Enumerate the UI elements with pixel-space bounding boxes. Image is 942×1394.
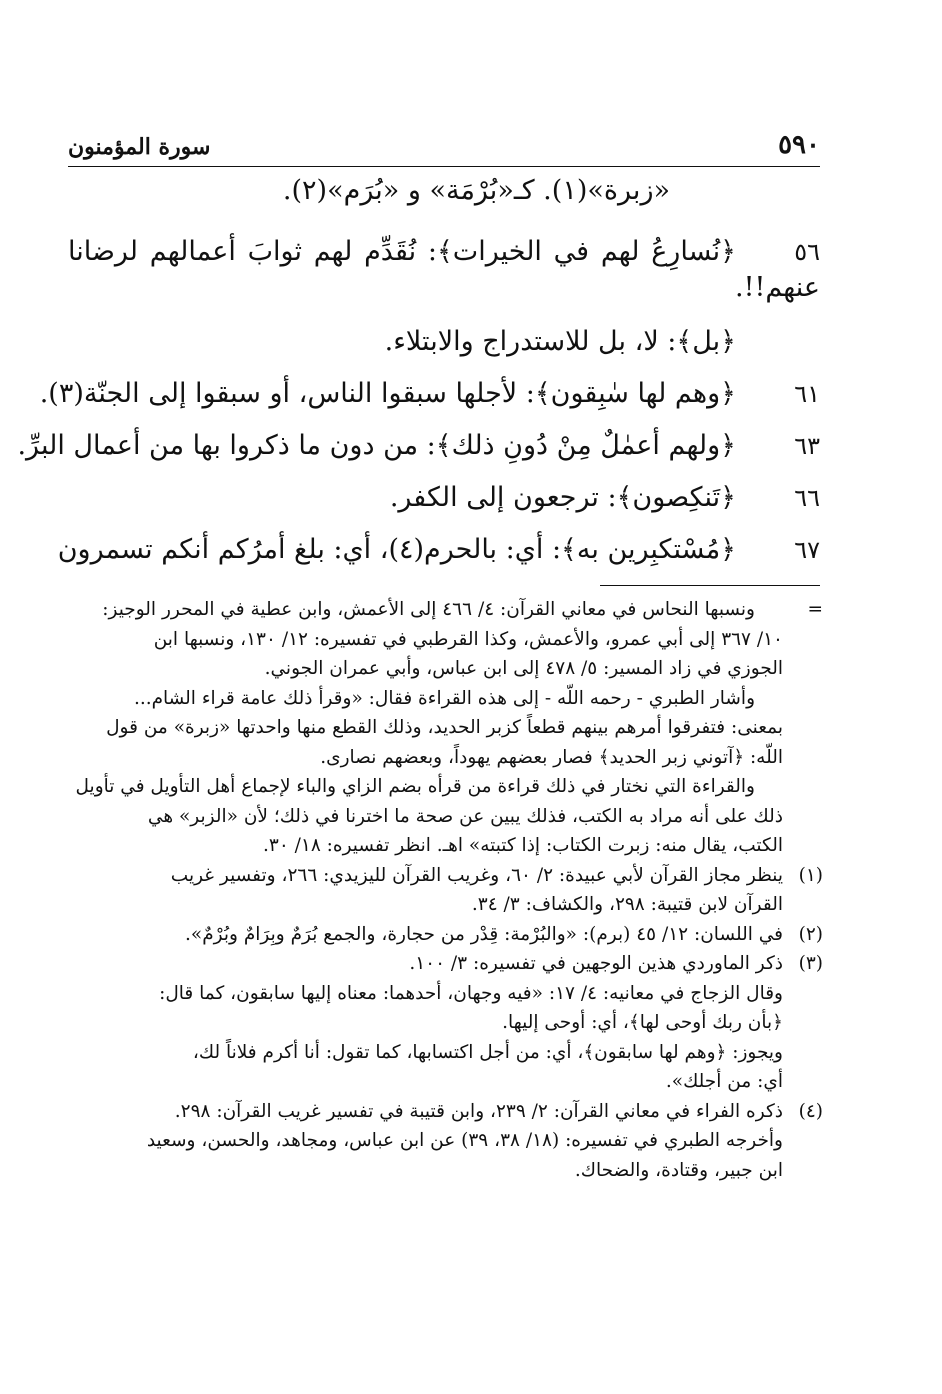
footnote-line: وأشار الطبري - رحمه اللّه - إلى هذه القراءة فقال: «وقرأ ذلك عامة قراء الشام... [133,687,755,709]
footnote-line: ذكره الفراء في معاني القرآن: ٢/ ٢٣٩، وابن قتيبة في تفسير غريب القرآن: ٢٩٨. [174,1100,783,1122]
entry-61 [39,376,820,412]
entry-67 [57,532,820,568]
footnote-line: ابن جبير، وقتادة، والضحاك. [574,1159,783,1181]
footnote-line: وقال الزجاج في معانيه: ٤/ ١٧: «فيه وجهان، أحدهما: معناه إليها سابقون، كما قال: [159,982,783,1004]
footnote-number: (٣) [798,953,823,974]
footnote-line: ذلك على أنه مراد به الكتب، فذلك يبين عن صحة ما اخترنا في ذلك؛ لأن «الزبر» هي [147,805,783,827]
footnote-line: في اللسان: ١٢/ ٤٥ (برم): «والبُرْمة: قِدْر من حجارة، والجمع بُرَمٌ وبِرَامٌ وبُرْمٌ». [185,923,783,945]
footnote-line: ١٠/ ٣٦٧ إلى أبي عمرو، والأعمش، وكذا القرطبي في تفسيره: ١٢/ ١٣٠، ونسبها ابن [153,628,783,650]
footnote-line: ويجوز: ﴿وهم لها سابقون﴾، أي: من أجل اكتسابها، كما تقول: أنا أكرم فلاناً لك، [192,1041,783,1063]
footnote-separator [600,585,820,586]
entry-number: ٦٣ [794,432,820,460]
footnote-continuation [68,595,823,861]
footnote-line: بمعنى: فتفرقوا أمرهم بينهم قطعاً كزبر الحديد، وذلك القطع منها واحدتها «زبرة» من قول [106,717,783,738]
footnote-line: اللّه: ﴿آتوني زبر الحديد﴾ فصار بعضهم يهوداً، وبعضهم نصارى. [320,746,783,768]
continued-line: «زبرة»(١). كـ«بُرْمَة» و «بُرَم»(٢). [282,175,670,206]
entry-66 [68,480,820,516]
footnote-number: (٤) [798,1100,823,1122]
continuation-marker: = [807,599,823,620]
footnote-line: ذكر الماوردي هذين الوجهين في تفسيره: ٣/ ١٠٠. [409,953,783,974]
entry-line: ﴿مُسْتكبِرين به﴾: أي: بالحرم(٤)، أي: بلغ أمرُكم أنكم تسمرون [57,534,736,565]
footnote-line: الجوزي في زاد المسير: ٥/ ٤٧٨ إلى ابن عباس، وأبي عمران الجوني. [264,658,783,679]
page-number: ٥٩٠ [778,130,820,160]
entry-56 [68,234,820,306]
footnote-line: ﴿بأن ربك أوحى لها﴾، أي: أوحى إليها. [502,1012,783,1033]
footnote-line: ونسبها النحاس في معاني القرآن: ٤/ ٤٦٦ إلى الأعمش، وابن عطية في المحرر الوجيز: [102,599,755,620]
entry-line: ﴿ولهم أعمٰلٌ مِنْ دُونِ ذلك﴾: من دون ما ذكروا بها من أعمال البرِّ. [17,430,736,461]
footnote-line: والقراءة التي نختار في ذلك قراءة من قرأه بضم الزاي والباء لإجماع أهل التأويل في تأويل [75,776,755,797]
footnote-number: (١) [798,864,823,886]
entry-number: ٦٦ [794,484,820,512]
surah-title: سورة المؤمنون [68,134,211,160]
entry-bal [68,324,820,360]
entry-line: عنهم!!. [735,272,820,303]
footnotes [68,595,823,1185]
footnote-number: (٢) [798,923,823,945]
footnote-4 [68,1097,823,1186]
entry-number: ٦١ [794,380,820,408]
page-header [68,128,820,167]
footnote-2 [68,920,823,950]
entry-number: ٦٧ [794,536,820,564]
footnote-line: الكتب، يقال منه: زبرت الكتاب: إذا كتبته» اهـ. انظر تفسيره: ١٨/ ٣٠. [263,835,783,856]
footnote-1 [68,861,823,920]
footnote-line: ينظر مجاز القرآن لأبي عبيدة: ٢/ ٦٠، وغريب القرآن لليزيدي: ٢٦٦، وتفسير غريب [170,864,783,886]
entry-63 [17,428,820,464]
entry-number: ٥٦ [794,238,820,266]
main-text [17,170,820,568]
footnote-line: أي: من أجلك». [665,1071,783,1092]
footnote-line: القرآن لابن قتيبة: ٢٩٨، والكشاف: ٣/ ٣٤. [471,894,783,915]
entry-line: ﴿بل﴾: لا، بل للاستدراج والابتلاء. [384,326,736,357]
footnote-3 [68,949,823,1097]
footnote-line: وأخرجه الطبري في تفسيره: (١٨/ ٣٨، ٣٩) عن ابن عباس، ومجاهد، والحسن، وسعيد [146,1130,783,1151]
entry-line: ﴿نُسارِعُ لهم في الخيرات﴾: نُقَدِّم لهم ثوابَ أعمالهم لرضانا [68,236,736,267]
entry-line: ﴿وهم لها سٰبِقون﴾: لأجلها سبقوا الناس، أو سبقوا إلى الجنّة(٣). [39,378,736,409]
entry-line: ﴿تَنكِصون﴾: ترجعون إلى الكفر. [389,482,736,513]
